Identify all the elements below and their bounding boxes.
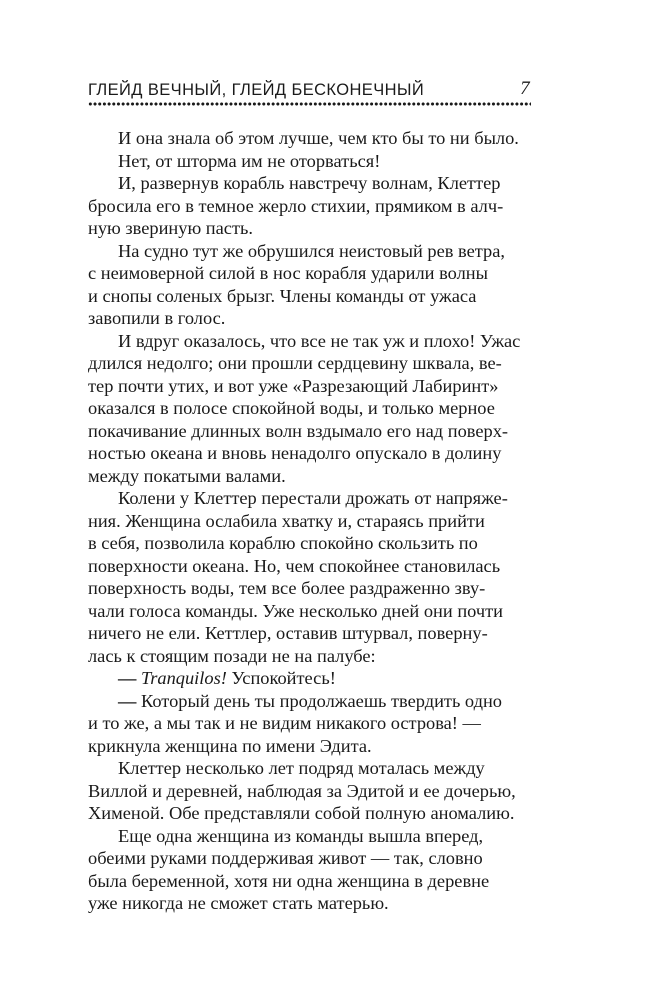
running-header [88,78,530,100]
dialog-line [88,667,530,690]
paragraph-line: с неимоверной силой в нос корабля ударили волны [88,263,488,283]
paragraph-line: тер почти утих, и вот уже «Разрезающий Лабиринт» [88,375,499,396]
paragraph-line: На судно тут же обрушился неистовый рев ветра, [118,240,506,261]
header-dotted-rule [88,102,531,106]
paragraph-line: Клеттер несколько лет подряд моталась между [118,758,485,778]
paragraph-line: между покатыми валами. [88,465,286,486]
foreign-phrase: Tranquilos! [141,668,227,688]
paragraph-line: и снопы соленых брызг. Члены команды от ужаса [88,285,477,306]
paragraph-line: бросила его в темное жерло стихии, прямиком в алч- [88,195,504,216]
paragraph-line: длился недолго; они прошли сердцевину шквала, ве- [88,353,502,373]
paragraph-line: ния. Женщина ослабила хватку и, стараясь прийти [88,510,485,531]
paragraph-line: Хименой. Обе представляли собой полную аномалию. [88,803,515,823]
paragraph-line: лась к стоящим позади не на палубе: [88,645,376,666]
paragraph-line: поверхность воды, тем все более раздраженно зву- [88,578,486,598]
dialog-line [88,690,530,713]
paragraph-line: была беременной, хотя ни одна женщина в деревне [88,870,490,891]
paragraph-line: чали голоса команды. Уже несколько дней они почти [88,600,504,621]
paragraph-line: И она знала об этом лучше, чем кто бы то ни было. [118,128,519,148]
paragraph-line: обеими руками поддерживая живот — так, словно [88,848,483,868]
paragraph-line: поверхности океана. Но, чем спокойнее становилась [88,555,501,576]
paragraph-line: уже никогда не сможет стать матерью. [88,893,389,913]
page-number: 7 [520,78,530,99]
paragraph-line: Еще одна женщина из команды вышла вперед, [118,825,484,846]
dialog-text: Который день ты продолжаешь твердить одно [141,690,502,711]
paragraph-line: Нет, от шторма им не оторваться! [118,150,381,171]
paragraph-line: И, развернув корабль навстречу волнам, Клеттер [118,173,501,193]
paragraph-line: оказался в полосе спокойной воды, и только мерное [88,398,495,418]
paragraph-line: ностью океана и вновь ненадолго опускало в долину [88,443,502,463]
paragraph-line: И вдруг оказалось, что все не так уж и плохо! Ужас [118,330,521,351]
paragraph-line: в себя, позволила кораблю спокойно скользить по [88,533,478,553]
paragraph-line: ничего не ели. Кеттлер, оставив штурвал, поверну- [88,623,488,643]
paragraph-line: ную звериную пасть. [88,218,253,238]
body-text [88,127,530,915]
paragraph-line: Виллой и деревней, наблюдая за Эдитой и ее дочерью, [88,780,516,801]
paragraph-line: крикнула женщина по имени Эдита. [88,735,372,756]
dialog-dash: — [118,690,137,711]
running-title: ГЛЕЙД ВЕЧНЫЙ, ГЛЕЙД БЕСКОНЕЧНЫЙ [88,81,425,99]
paragraph-line: и то же, а мы так и не видим никакого острова! — [88,713,481,733]
paragraph-line: покачивание длинных волн вздымало его над поверх- [88,420,509,441]
dialog-text: Успокойтесь! [231,668,336,688]
dialog-dash: — [118,668,137,688]
paragraph-line: Колени у Клеттер перестали дрожать от напряже- [118,488,508,508]
paragraph-line: завопили в голос. [88,308,226,328]
